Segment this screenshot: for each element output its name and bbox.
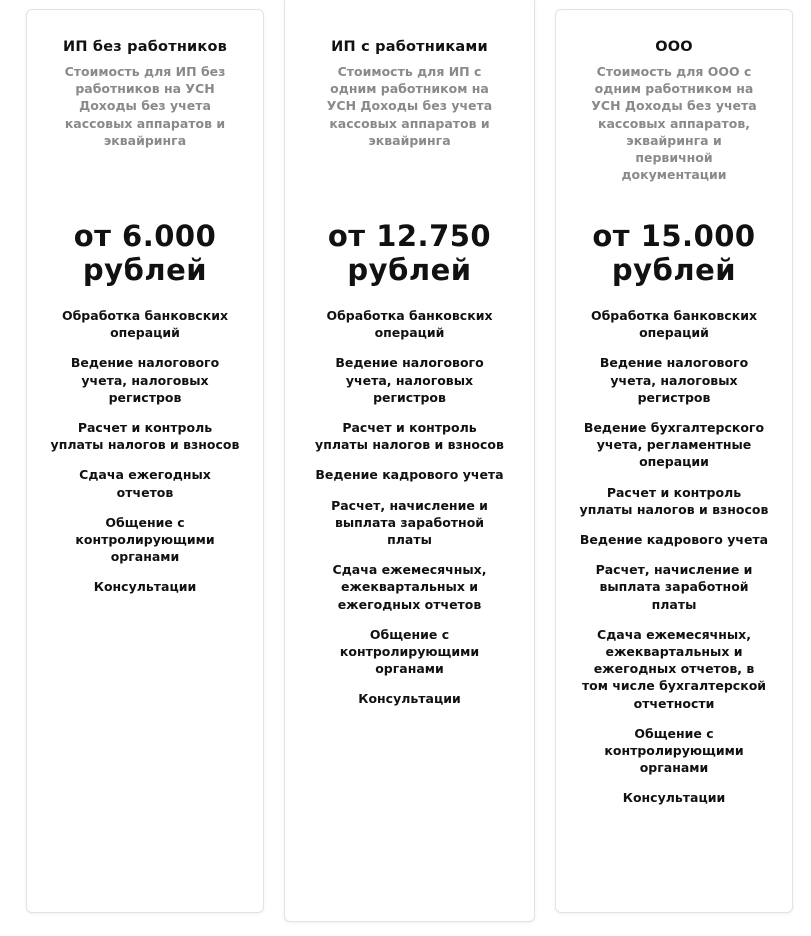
card-price: [27, 219, 263, 287]
feature-item: Ведение налогового учета, налоговых регистров: [335, 355, 484, 405]
feature-item: Ведение бухгалтерского учета, регламентные операции: [583, 420, 765, 470]
price-currency: рублей: [82, 253, 208, 287]
feature-item: Общение с контролирующими органами: [339, 626, 480, 677]
feature-item: Сдача ежемесячных, ежеквартальных и ежегодных отчетов: [332, 562, 487, 612]
card-title: ИП без работников: [63, 39, 227, 55]
pricing-card-ip-with-employees[interactable]: [284, 0, 535, 922]
price-amount: от 12.750: [327, 219, 492, 253]
feature-item: Обработка банковских операций: [61, 308, 229, 341]
feature-item: Ведение кадрового учета: [315, 467, 504, 483]
card-price: [285, 219, 534, 287]
price-amount: от 6.000: [73, 219, 217, 253]
card-title: ООО: [655, 39, 693, 55]
feature-item: Консультации: [93, 579, 197, 595]
feature-item: Ведение кадрового учета: [579, 532, 769, 548]
feature-item: Расчет, начисление и выплата заработной платы: [595, 562, 753, 612]
pricing-card-ip-no-employees[interactable]: [26, 9, 264, 913]
feature-item: Сдача ежегодных отчетов: [79, 467, 211, 500]
card-subtitle: Стоимость для ИП с одним работником на УСН Доходы без учета кассовых аппаратов и эквайринга: [326, 64, 493, 148]
card-price: [556, 219, 792, 287]
card-title: ИП с работниками: [331, 39, 488, 55]
feature-list: [315, 307, 505, 721]
price-currency: рублей: [611, 253, 737, 287]
feature-item: Консультации: [358, 691, 461, 707]
feature-item: Расчет и контроль уплаты налогов и взносов: [579, 484, 769, 517]
feature-item: Обработка банковских операций: [590, 308, 758, 341]
feature-item: Ведение налогового учета, налоговых регистров: [70, 355, 220, 405]
feature-item: Обработка банковских операций: [326, 308, 493, 341]
feature-item: Расчет и контроль уплаты налогов и взносов: [50, 420, 240, 453]
pricing-card-ooo[interactable]: [555, 9, 793, 913]
feature-item: Расчет, начисление и выплата заработной платы: [331, 497, 488, 548]
feature-item: Консультации: [622, 790, 726, 806]
feature-list: [50, 307, 240, 609]
card-subtitle: Стоимость для ООО с одним работником на УСН Доходы без учета кассовых аппаратов, эквайринга и первичной документации: [591, 64, 757, 183]
feature-item: Общение с контролирующими органами: [604, 725, 744, 776]
feature-list: [579, 307, 769, 820]
card-subtitle: Стоимость для ИП без работников на УСН Доходы без учета кассовых аппаратов и эквайринга: [64, 64, 226, 148]
price-currency: рублей: [347, 253, 472, 287]
feature-item: Общение с контролирующими органами: [75, 514, 215, 565]
feature-item: Расчет и контроль уплаты налогов и взносов: [315, 420, 504, 453]
price-amount: от 15.000: [592, 219, 756, 253]
feature-item: Ведение налогового учета, налоговых регистров: [599, 355, 749, 405]
feature-item: Сдача ежемесячных, ежеквартальных и ежегодных отчетов, в том числе бухгалтерской отчетности: [581, 626, 767, 711]
